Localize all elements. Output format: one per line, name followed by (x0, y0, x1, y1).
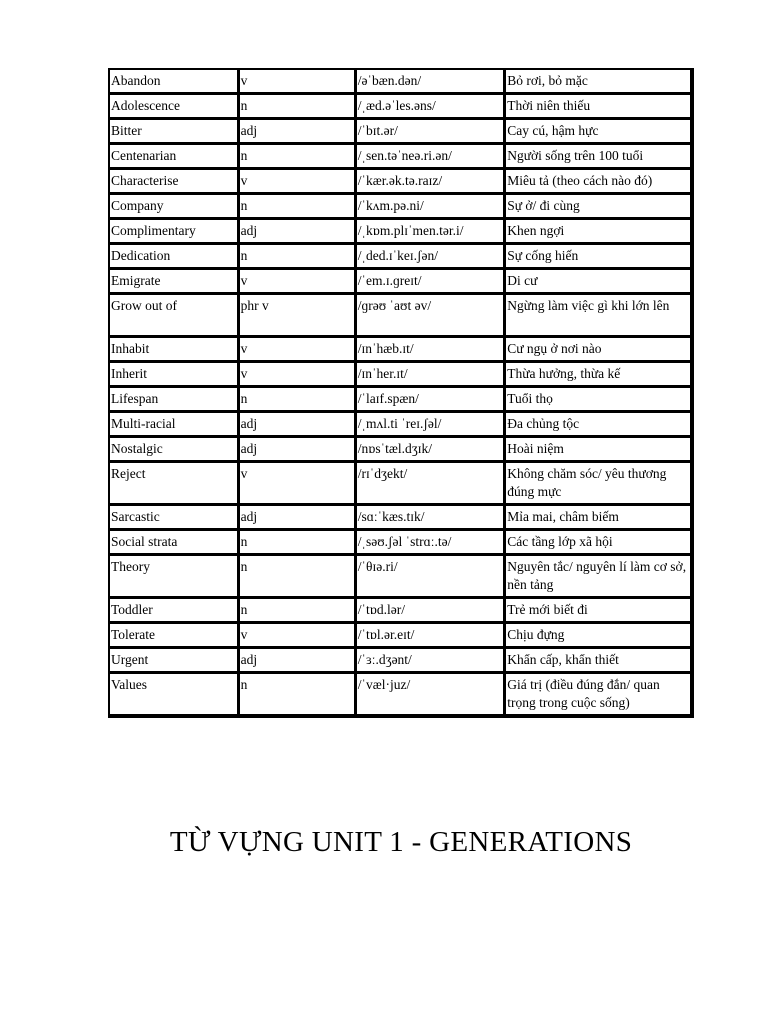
word-cell: Lifespan (109, 387, 239, 412)
pronunciation-cell: /ˈkær.ək.tə.raɪz/ (356, 169, 505, 194)
table-row (109, 294, 692, 337)
meaning-cell: Ngừng làm việc gì khi lớn lên (505, 294, 692, 337)
meaning-cell: Hoài niệm (505, 437, 692, 462)
part-of-speech-cell: v (239, 362, 356, 387)
meaning-cell: Đa chủng tộc (505, 412, 692, 437)
part-of-speech-cell: n (239, 94, 356, 119)
meaning-cell: Trẻ mới biết đi (505, 598, 692, 623)
word-cell: Theory (109, 555, 239, 598)
table-row (109, 648, 692, 673)
meaning-cell: Di cư (505, 269, 692, 294)
pronunciation-cell: /ˈɜː.dʒənt/ (356, 648, 505, 673)
table-row (109, 144, 692, 169)
table-row (109, 362, 692, 387)
pronunciation-cell: /ˈtɒl.ər.eɪt/ (356, 623, 505, 648)
table-row (109, 194, 692, 219)
part-of-speech-cell: v (239, 337, 356, 362)
part-of-speech-cell: n (239, 387, 356, 412)
word-cell: Values (109, 673, 239, 716)
word-cell: Complimentary (109, 219, 239, 244)
meaning-cell: Sự cống hiến (505, 244, 692, 269)
meaning-cell: Tuổi thọ (505, 387, 692, 412)
table-row (109, 505, 692, 530)
part-of-speech-cell: n (239, 144, 356, 169)
word-cell: Urgent (109, 648, 239, 673)
pronunciation-cell: /ˈtɒd.lər/ (356, 598, 505, 623)
part-of-speech-cell: adj (239, 505, 356, 530)
table-row (109, 598, 692, 623)
part-of-speech-cell: adj (239, 219, 356, 244)
table-row (109, 119, 692, 144)
table-row (109, 412, 692, 437)
meaning-cell: Khen ngợi (505, 219, 692, 244)
part-of-speech-cell: adj (239, 437, 356, 462)
table-row (109, 623, 692, 648)
meaning-cell: Miêu tả (theo cách nào đó) (505, 169, 692, 194)
pronunciation-cell: /ˈbɪt.ər/ (356, 119, 505, 144)
part-of-speech-cell: adj (239, 119, 356, 144)
table-row (109, 555, 692, 598)
pronunciation-cell: /ɪnˈher.ɪt/ (356, 362, 505, 387)
pronunciation-cell: /sɑːˈkæs.tɪk/ (356, 505, 505, 530)
meaning-cell: Thừa hưởng, thừa kế (505, 362, 692, 387)
word-cell: Social strata (109, 530, 239, 555)
pronunciation-cell: /ˈθɪə.ri/ (356, 555, 505, 598)
pronunciation-cell: /ˌsen.təˈneə.ri.ən/ (356, 144, 505, 169)
part-of-speech-cell: n (239, 555, 356, 598)
table-row (109, 219, 692, 244)
word-cell: Emigrate (109, 269, 239, 294)
word-cell: Inherit (109, 362, 239, 387)
word-cell: Sarcastic (109, 505, 239, 530)
table-row (109, 673, 692, 716)
part-of-speech-cell: n (239, 244, 356, 269)
part-of-speech-cell: phr v (239, 294, 356, 337)
word-cell: Characterise (109, 169, 239, 194)
meaning-cell: Người sống trên 100 tuổi (505, 144, 692, 169)
pronunciation-cell: /ˈkʌm.pə.ni/ (356, 194, 505, 219)
pronunciation-cell: /ˈvæl·juz/ (356, 673, 505, 716)
meaning-cell: Cư ngụ ở nơi nào (505, 337, 692, 362)
word-cell: Adolescence (109, 94, 239, 119)
pronunciation-cell: /ˌded.ɪˈkeɪ.ʃən/ (356, 244, 505, 269)
part-of-speech-cell: adj (239, 412, 356, 437)
word-cell: Centenarian (109, 144, 239, 169)
pronunciation-cell: /ˈem.ɪ.ɡreɪt/ (356, 269, 505, 294)
meaning-cell: Không chăm sóc/ yêu thương đúng mực (505, 462, 692, 505)
meaning-cell: Cay cú, hậm hực (505, 119, 692, 144)
word-cell: Company (109, 194, 239, 219)
word-cell: Tolerate (109, 623, 239, 648)
pronunciation-cell: /ˌkɒm.plɪˈmen.tər.i/ (356, 219, 505, 244)
meaning-cell: Bỏ rơi, bỏ mặc (505, 69, 692, 94)
word-cell: Bitter (109, 119, 239, 144)
part-of-speech-cell: n (239, 673, 356, 716)
pronunciation-cell: /ˌsəʊ.ʃəl ˈstrɑː.tə/ (356, 530, 505, 555)
pronunciation-cell: /əˈbæn.dən/ (356, 69, 505, 94)
vocabulary-table-body (109, 69, 692, 716)
part-of-speech-cell: v (239, 462, 356, 505)
table-row (109, 69, 692, 94)
part-of-speech-cell: v (239, 623, 356, 648)
meaning-cell: Sự ở/ đi cùng (505, 194, 692, 219)
word-cell: Multi-racial (109, 412, 239, 437)
table-row (109, 94, 692, 119)
part-of-speech-cell: v (239, 69, 356, 94)
part-of-speech-cell: n (239, 598, 356, 623)
meaning-cell: Khẩn cấp, khẩn thiết (505, 648, 692, 673)
word-cell: Dedication (109, 244, 239, 269)
pronunciation-cell: /rɪˈdʒekt/ (356, 462, 505, 505)
word-cell: Toddler (109, 598, 239, 623)
table-row (109, 337, 692, 362)
part-of-speech-cell: n (239, 194, 356, 219)
meaning-cell: Nguyên tắc/ nguyên lí làm cơ sở, nền tảng (505, 555, 692, 598)
table-row (109, 269, 692, 294)
word-cell: Inhabit (109, 337, 239, 362)
part-of-speech-cell: adj (239, 648, 356, 673)
meaning-cell: Mỉa mai, châm biếm (505, 505, 692, 530)
meaning-cell: Chịu đựng (505, 623, 692, 648)
table-row (109, 462, 692, 505)
table-row (109, 530, 692, 555)
vocabulary-table (108, 68, 694, 718)
pronunciation-cell: /ˈlaɪf.spæn/ (356, 387, 505, 412)
pronunciation-cell: /ɪnˈhæb.ɪt/ (356, 337, 505, 362)
word-cell: Abandon (109, 69, 239, 94)
part-of-speech-cell: v (239, 269, 356, 294)
word-cell: Nostalgic (109, 437, 239, 462)
meaning-cell: Các tầng lớp xã hội (505, 530, 692, 555)
pronunciation-cell: /ˌæd.əˈles.əns/ (356, 94, 505, 119)
part-of-speech-cell: v (239, 169, 356, 194)
table-row (109, 437, 692, 462)
part-of-speech-cell: n (239, 530, 356, 555)
meaning-cell: Thời niên thiếu (505, 94, 692, 119)
table-row (109, 169, 692, 194)
page-title: TỪ VỰNG UNIT 1 - GENERATIONS (169, 826, 633, 858)
word-cell: Grow out of (109, 294, 239, 337)
table-row (109, 387, 692, 412)
pronunciation-cell: /ɡrəʊ ˈaʊt əv/ (356, 294, 505, 337)
word-cell: Reject (109, 462, 239, 505)
pronunciation-cell: /nɒsˈtæl.dʒɪk/ (356, 437, 505, 462)
meaning-cell: Giá trị (điều đúng đắn/ quan trọng trong cuộc sống) (505, 673, 692, 716)
table-row (109, 244, 692, 269)
pronunciation-cell: /ˌmʌl.ti ˈreɪ.ʃəl/ (356, 412, 505, 437)
